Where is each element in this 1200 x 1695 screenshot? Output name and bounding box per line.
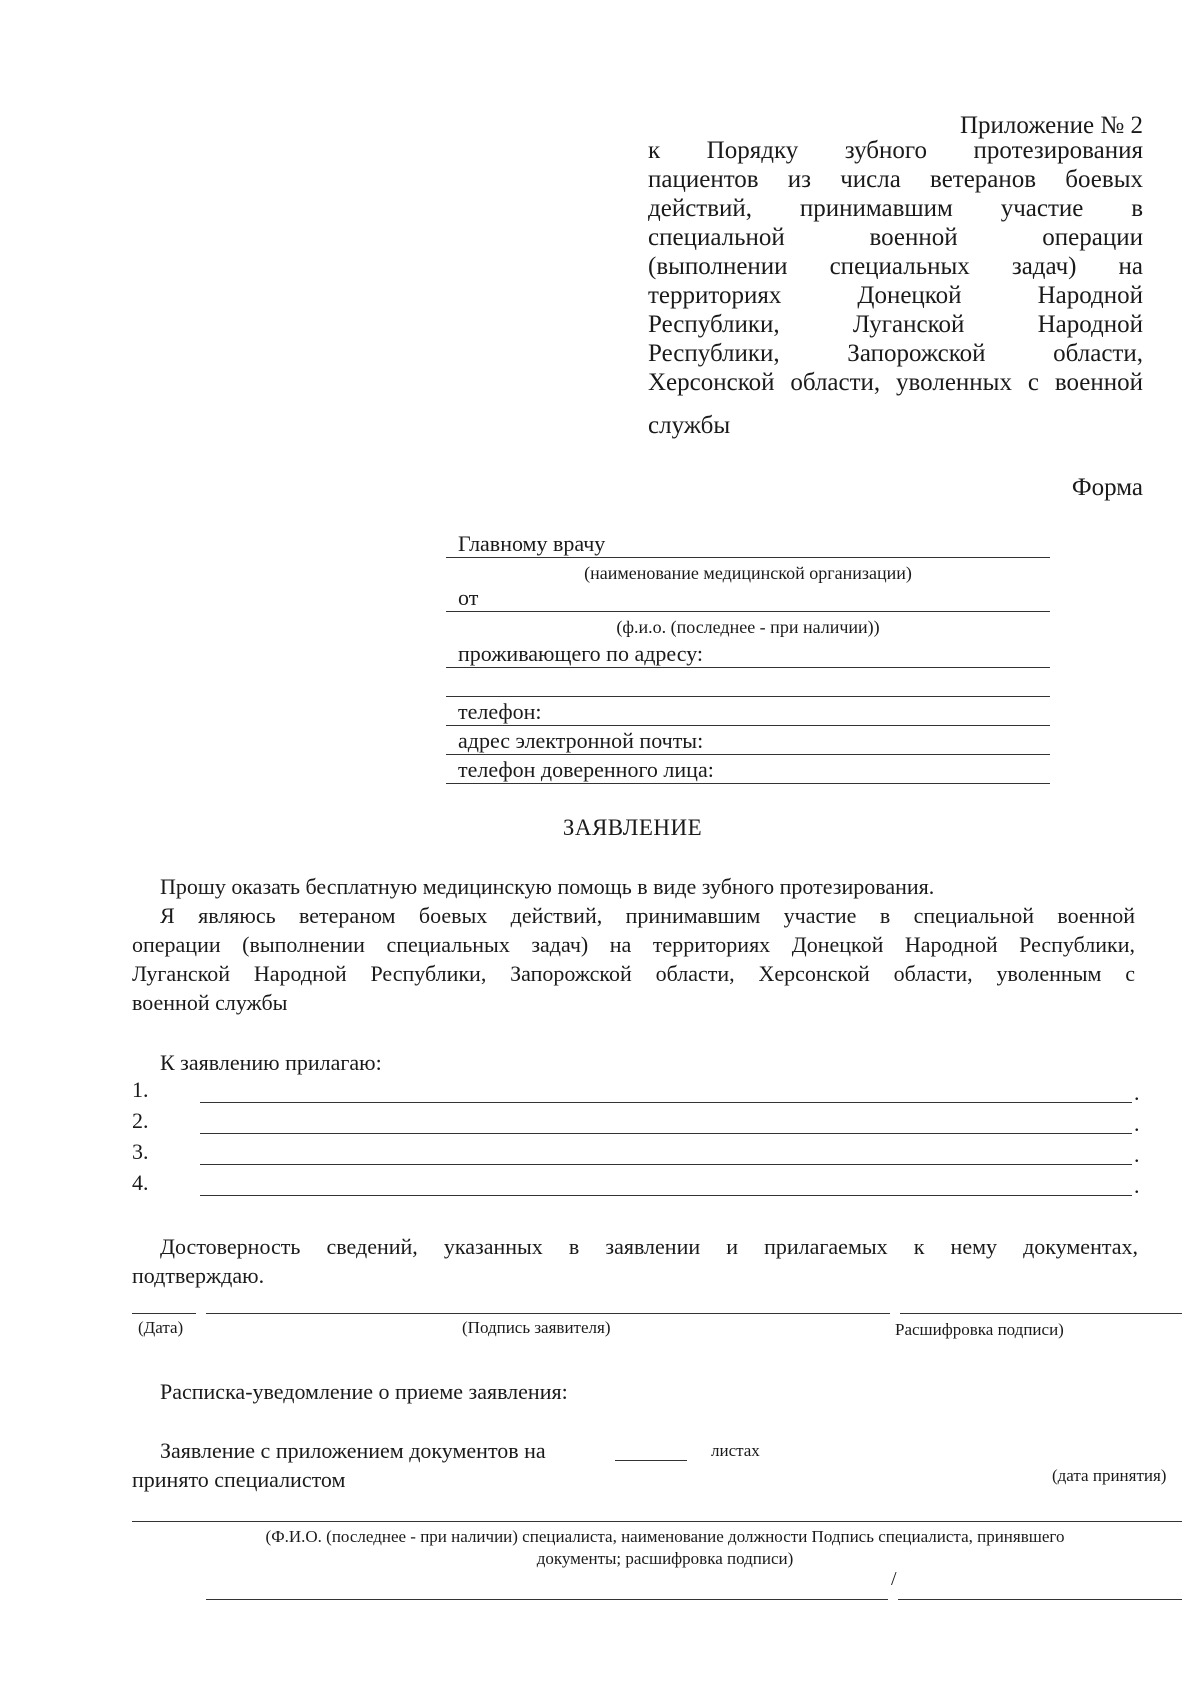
- appendix-line: действий, принимавшим участие в: [648, 195, 1143, 222]
- confirmation-line: Достоверность сведений, указанных в заявлении и прилагаемых к нему документах,: [160, 1234, 1138, 1259]
- statement-line: Луганской Народной Республики, Запорожской области, Херсонской области, уволенным с: [132, 961, 1135, 986]
- signature-line[interactable]: [206, 1312, 890, 1314]
- attachment-end-mark: .: [1134, 1173, 1140, 1198]
- sheets-count-line[interactable]: [615, 1459, 687, 1461]
- email-field[interactable]: адрес электронной почты:: [446, 727, 1050, 755]
- slash-separator: /: [891, 1568, 897, 1590]
- signature-hint: (Подпись заявителя): [462, 1318, 611, 1337]
- appendix-title: Приложение № 2: [959, 112, 1143, 139]
- confirmation-line: подтверждаю.: [132, 1263, 265, 1288]
- appendix-text: [648, 136, 1143, 397]
- address-field-continued[interactable]: [446, 669, 1050, 697]
- specialist-line[interactable]: [132, 1520, 1182, 1522]
- attachments-intro: К заявлению прилагаю:: [160, 1050, 382, 1075]
- request-text: Прошу оказать бесплатную медицинскую помощь в виде зубного протезирования.: [160, 874, 935, 899]
- attachment-end-mark: .: [1134, 1111, 1140, 1136]
- from-field[interactable]: от: [446, 584, 1050, 612]
- address-field[interactable]: проживающего по адресу:: [446, 640, 1050, 668]
- appendix-last-line: службы: [648, 412, 731, 439]
- receipt-title: Расписка-уведомление о приеме заявления:: [160, 1379, 568, 1404]
- trusted-phone-field[interactable]: телефон доверенного лица:: [446, 756, 1050, 784]
- receipt-docs-text: Заявление с приложением документов на: [160, 1438, 546, 1463]
- specialist-decode-line[interactable]: [898, 1598, 1182, 1600]
- attachment-line-3[interactable]: [200, 1163, 1132, 1165]
- org-name-hint: (наименование медицинской организации): [584, 563, 912, 583]
- phone-field[interactable]: телефон:: [446, 698, 1050, 726]
- specialist-hint: документы; расшифровка подписи): [536, 1549, 794, 1568]
- statement-line: Я являюсь ветераном боевых действий, принимавшим участие в специальной военной: [160, 903, 1135, 928]
- appendix-line: Херсонской области, уволенных с военной: [648, 369, 1143, 396]
- appendix-line: Республики, Запорожской области,: [648, 340, 1143, 367]
- chief-doctor-field[interactable]: Главному врачу: [446, 530, 1050, 558]
- form-label: Форма: [1071, 474, 1143, 501]
- attachment-number: 2.: [132, 1108, 149, 1133]
- appendix-line: территориях Донецкой Народной: [648, 282, 1143, 309]
- attachment-line-4[interactable]: [200, 1194, 1132, 1196]
- fio-hint: (ф.и.о. (последнее - при наличии)): [616, 617, 880, 637]
- statement-line: операции (выполнении специальных задач) на территориях Донецкой Народной Республики,: [132, 932, 1135, 957]
- attachment-number: 3.: [132, 1139, 149, 1164]
- appendix-line: пациентов из числа ветеранов боевых: [648, 166, 1143, 193]
- sheets-label: листах: [711, 1441, 760, 1460]
- statement-last-line: военной службы: [132, 990, 288, 1015]
- statement-heading: ЗАЯВЛЕНИЕ: [562, 815, 703, 840]
- appendix-line: специальной военной операции: [648, 224, 1143, 251]
- attachment-line-2[interactable]: [200, 1132, 1132, 1134]
- attachment-end-mark: .: [1134, 1142, 1140, 1167]
- attachment-number: 1.: [132, 1077, 149, 1102]
- attachment-line-1[interactable]: [200, 1101, 1132, 1103]
- attachment-end-mark: .: [1134, 1080, 1140, 1105]
- attachment-number: 4.: [132, 1170, 149, 1195]
- date-hint: (Дата): [138, 1318, 184, 1337]
- accepted-by-text: принято специалистом: [132, 1467, 346, 1492]
- date-line[interactable]: [132, 1312, 196, 1314]
- appendix-line: Республики, Луганской Народной: [648, 311, 1143, 338]
- specialist-hint: (Ф.И.О. (последнее - при наличии) специалиста, наименование должности Подпись специалиста, принявшего: [265, 1527, 1065, 1546]
- specialist-signature-line[interactable]: [206, 1598, 888, 1600]
- appendix-line: (выполнении специальных задач) на: [648, 253, 1143, 280]
- appendix-line: к Порядку зубного протезирования: [648, 137, 1143, 164]
- signature-decode-line[interactable]: [900, 1312, 1182, 1314]
- signature-decode-hint: Расшифровка подписи): [895, 1320, 1064, 1339]
- accept-date-hint: (дата принятия): [1052, 1466, 1167, 1485]
